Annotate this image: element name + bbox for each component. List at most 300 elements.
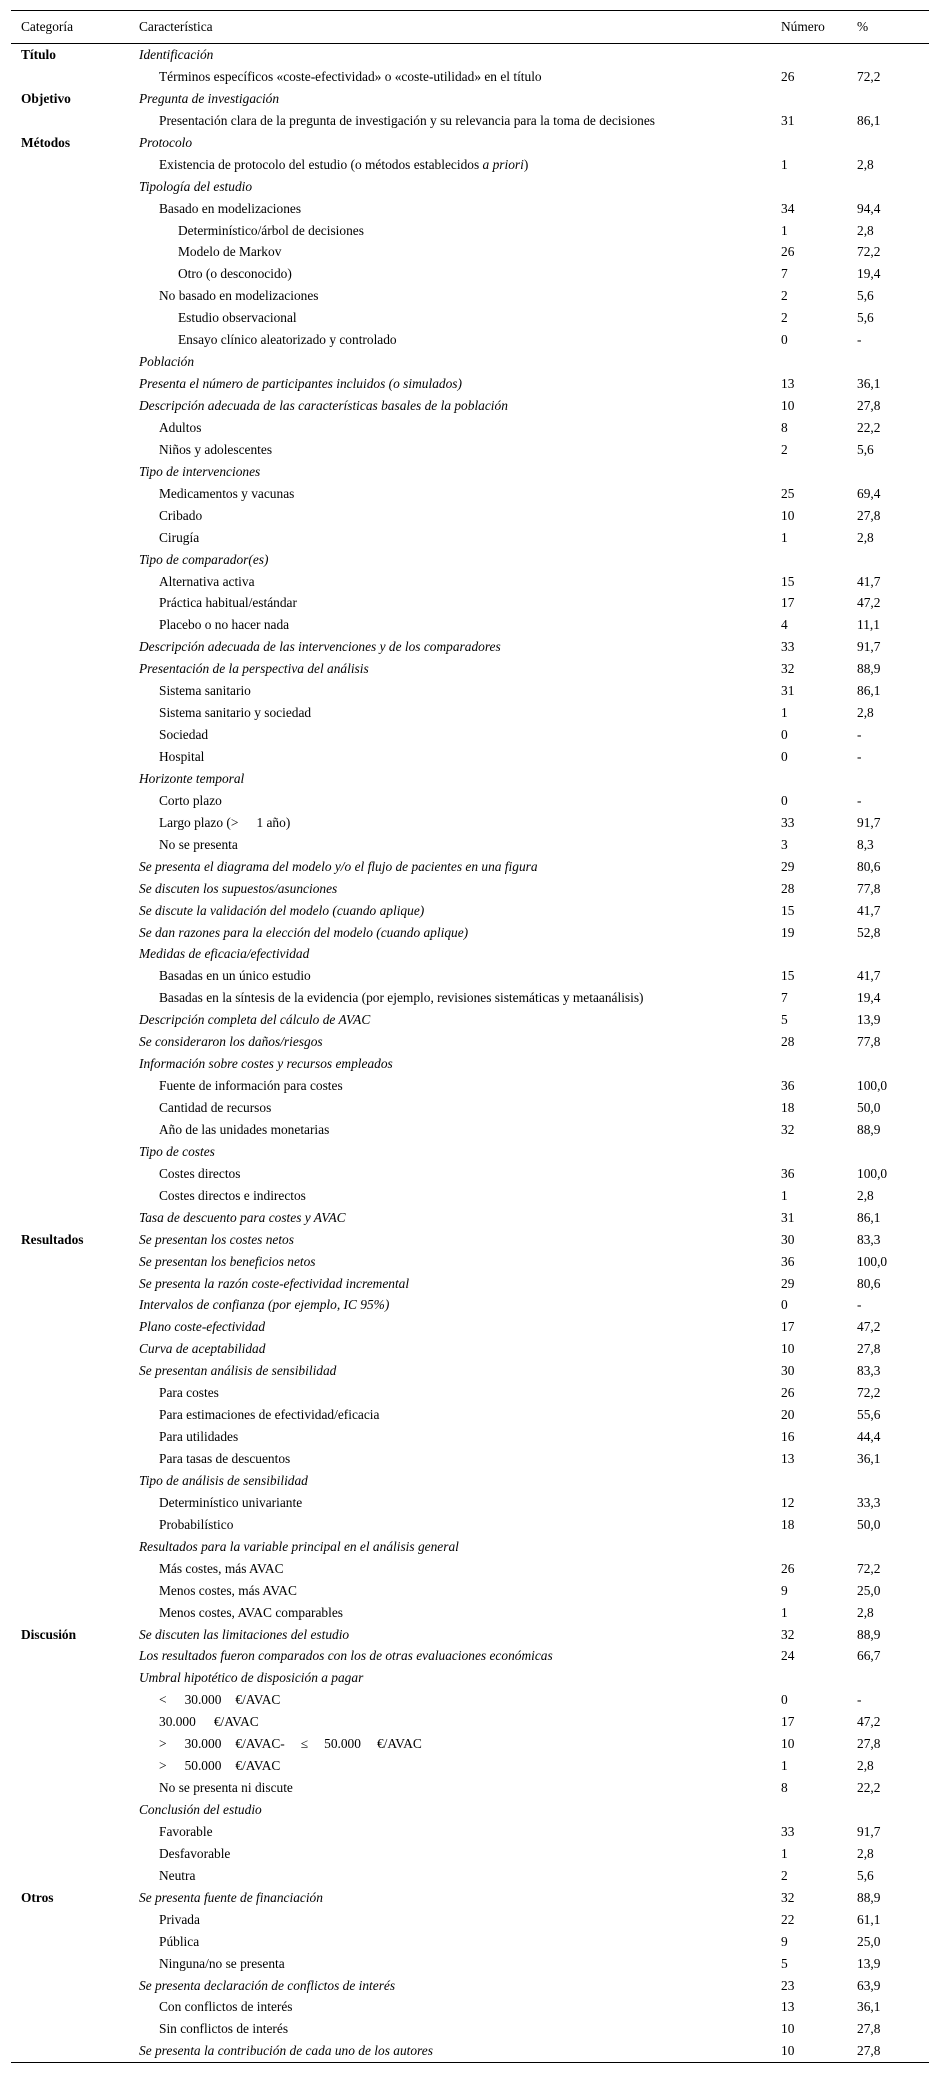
row-characteristic [159,702,311,724]
row-characteristic [178,307,297,329]
row-characteristic-text: Umbral hipotético de disposición a pagar [139,1670,364,1686]
row-number: 1 [781,222,788,238]
table-row [11,176,929,198]
row-characteristic [159,746,204,768]
row-number: 2 [781,441,788,457]
row-number: 2 [781,310,788,326]
row-characteristic [139,461,260,483]
row-characteristic-part: ≤ [300,1736,309,1752]
row-percent: 86,1 [857,1209,881,1225]
table-row [11,1207,929,1229]
row-percent: 25,0 [857,1582,881,1598]
table-row [11,1624,929,1646]
row-characteristic-text: Presentación clara de la pregunta de investigación y su relevancia para la toma de decisiones [159,112,655,128]
row-characteristic-text: Medicamentos y vacunas [159,485,295,501]
row-characteristic-text: Existencia de protocolo del estudio (o métodos establecidos [159,156,483,172]
row-characteristic-text: No se presenta ni discute [159,1780,293,1796]
row-percent: 91,7 [857,814,881,830]
row-characteristic [139,636,501,658]
row-characteristic [159,1602,343,1624]
row-characteristic-text: Costes directos [159,1165,241,1181]
table-row [11,1645,929,1667]
row-category: Título [21,47,56,62]
row-characteristic-text: 30.000 [159,1714,196,1730]
row-percent: 5,6 [857,1867,874,1883]
row-characteristic-text: Descripción completa del cálculo de AVAC [139,1012,371,1028]
row-number: 33 [781,1823,795,1839]
row-characteristic-text: Neutra [159,1867,196,1883]
row-characteristic-text: Sin conflictos de interés [159,2021,289,2037]
row-number: 31 [781,1209,795,1225]
table-row [11,220,929,242]
row-percent: 80,6 [857,858,881,874]
row-percent: 41,7 [857,968,881,984]
row-characteristic-text: > [159,1758,167,1774]
table-row [11,1141,929,1163]
row-percent: - [857,792,862,808]
row-number: 33 [781,814,795,830]
table-row [11,1821,929,1843]
row-number: 1 [781,1845,788,1861]
row-characteristic [159,1492,302,1514]
row-percent: 44,4 [857,1429,881,1445]
row-characteristic-part: 30.000 [184,1736,222,1752]
row-number: 30 [781,1231,795,1247]
row-characteristic [159,66,542,88]
row-characteristic [159,1514,233,1536]
row-percent: 52,8 [857,924,881,940]
row-characteristic-text: Tipo de costes [139,1143,215,1159]
row-number: 10 [781,2021,795,2037]
table-row [11,1689,929,1711]
row-characteristic [159,724,208,746]
table-row [11,1602,929,1624]
row-characteristic [159,1733,422,1755]
row-percent: 66,7 [857,1648,881,1664]
row-characteristic [139,1141,215,1163]
row-percent: 19,4 [857,990,881,1006]
table-row [11,702,929,724]
table-row [11,1887,929,1909]
row-characteristic-text: Para estimaciones de efectividad/eficacia [159,1407,380,1423]
row-number: 29 [781,1275,795,1291]
row-characteristic [159,505,202,527]
table-row [11,1536,929,1558]
row-percent: 86,1 [857,683,881,699]
row-number: 1 [781,156,788,172]
table-row [11,483,929,505]
row-characteristic [159,965,311,987]
row-number: 32 [781,1889,795,1905]
table-row [11,1294,929,1316]
table-row [11,1470,929,1492]
row-percent: 2,8 [857,1187,874,1203]
table-body [11,44,929,2063]
row-characteristic [159,614,289,636]
row-characteristic [139,1207,346,1229]
row-percent: 11,1 [857,617,880,633]
row-characteristic-part: 1 año) [256,814,291,830]
row-percent: - [857,749,862,764]
row-percent: 47,2 [857,1319,881,1335]
row-characteristic-text: Tipo de análisis de sensibilidad [139,1472,308,1488]
row-characteristic-text: Cribado [159,507,203,523]
row-characteristic [139,395,508,417]
table-row [11,658,929,680]
row-characteristic-text: Se consideraron los daños/riesgos [139,1034,323,1050]
table-row [11,1426,929,1448]
row-percent: 27,8 [857,1736,881,1752]
row-characteristic [139,1887,323,1909]
row-characteristic-text: Se presenta declaración de conflictos de interés [139,1977,396,1993]
row-characteristic-text: Plano coste-efectividad [139,1319,266,1335]
row-characteristic [159,1163,240,1185]
row-characteristic-text: Pregunta de investigación [139,90,280,106]
row-percent: 5,6 [857,288,874,304]
row-number: 26 [781,68,795,84]
row-percent: 36,1 [857,1999,881,2015]
table-row [11,110,929,132]
row-characteristic [139,1273,409,1295]
table-row [11,1909,929,1931]
row-characteristic-text: Identificación [139,47,214,62]
row-percent: 13,9 [857,1955,881,1971]
row-characteristic-text: Medidas de eficacia/efectividad [139,946,310,962]
table-row [11,1558,929,1580]
row-characteristic-text: Se discute la validación del modelo (cuando aplique) [139,902,425,918]
row-characteristic [139,351,194,373]
row-number: 13 [781,1999,795,2015]
table-row [11,1448,929,1470]
table-row [11,746,929,768]
row-characteristic-text: Largo plazo (> [159,814,239,830]
row-percent: - [857,1692,862,1708]
row-characteristic [178,220,364,242]
table-row [11,1514,929,1536]
header-percent: % [857,19,869,34]
row-characteristic [139,44,213,66]
row-characteristic-text: Se dan razones para la elección del modelo (cuando aplique) [139,924,469,940]
row-percent: 80,6 [857,1275,881,1291]
row-number: 0 [781,332,788,348]
table-row [11,241,929,263]
row-percent: 50,0 [857,1100,881,1115]
row-characteristic-text: Resultados para la variable principal en el análisis general [139,1538,459,1554]
row-number: 32 [781,1626,795,1642]
row-characteristic [139,1645,553,1667]
table-row [11,1865,929,1887]
row-percent: 33,3 [857,1494,881,1510]
table-row [11,724,929,746]
row-percent: 8,3 [857,836,874,852]
table-row [11,132,929,154]
row-characteristic-text: Determinístico/árbol de decisiones [178,222,364,238]
table-row [11,505,929,527]
row-characteristic [159,1777,293,1799]
row-characteristic-text: Estudio observacional [178,310,297,326]
row-number: 0 [781,792,788,808]
table-row [11,417,929,439]
row-percent: 91,7 [857,639,881,655]
row-number: 0 [781,1692,788,1708]
row-percent: 72,2 [857,1560,881,1576]
row-characteristic [159,812,290,834]
table-row [11,263,929,285]
table-row [11,1492,929,1514]
row-number: 34 [781,200,795,216]
row-percent: 41,7 [857,573,881,589]
row-percent: 13,9 [857,1012,881,1028]
row-characteristic [139,549,268,571]
row-number: 9 [781,1582,788,1598]
table-row [11,636,929,658]
row-characteristic [178,263,292,285]
table-row [11,943,929,965]
row-number: 26 [781,244,795,260]
row-characteristic-text: Menos costes, AVAC comparables [159,1604,343,1620]
table-row [11,1580,929,1602]
row-characteristic [139,176,252,198]
row-characteristic-text: > [159,1736,167,1752]
row-number: 9 [781,1933,788,1949]
row-characteristic [139,1053,393,1075]
table-row [11,351,929,373]
row-characteristic [139,1667,363,1689]
row-characteristic-part: 50.000 [184,1758,222,1774]
row-characteristic-text: Tipología del estudio [139,178,253,194]
table-row [11,439,929,461]
row-characteristic-text: < [159,1692,167,1708]
row-characteristic [159,483,294,505]
row-characteristic [139,1624,349,1646]
row-characteristic-suffix: ) [523,156,529,172]
row-number: 31 [781,112,795,128]
row-number: 13 [781,376,795,392]
row-characteristic-text: No basado en modelizaciones [159,288,319,304]
row-percent: - [857,727,862,743]
row-number: 10 [781,1736,795,1752]
row-characteristic [159,1821,213,1843]
row-number: 29 [781,858,795,874]
table-row [11,1755,929,1777]
row-percent: 36,1 [857,376,881,392]
row-percent: 36,1 [857,1451,881,1466]
row-characteristic [159,1448,290,1470]
table-row [11,88,929,110]
row-characteristic-text: Se presentan análisis de sensibilidad [139,1363,337,1379]
row-characteristic [139,1360,336,1382]
row-characteristic [159,1953,285,1975]
table-row [11,1119,929,1141]
table-row [11,1053,929,1075]
row-characteristic-text: Modelo de Markov [178,244,282,260]
row-characteristic-text: Términos específicos «coste-efectividad» o «coste-utilidad» en el título [159,68,542,84]
row-characteristic-text: Menos costes, más AVAC [159,1582,297,1598]
row-percent: 27,8 [857,398,881,413]
row-characteristic-text: Se presenta la razón coste-efectividad incremental [139,1275,410,1291]
table-row [11,768,929,790]
row-characteristic-text: Basadas en la síntesis de la evidencia (por ejemplo, revisiones sistemáticas y metaanálisis) [159,990,644,1006]
table-row [11,1404,929,1426]
row-number: 10 [781,1341,795,1357]
row-characteristic-text: Desfavorable [159,1845,231,1861]
table-row [11,307,929,329]
table-row [11,790,929,812]
row-number: 12 [781,1494,795,1510]
row-characteristic [159,1426,238,1448]
row-characteristic [159,1931,199,1953]
row-characteristic-text: Para costes [159,1385,219,1401]
row-number: 1 [781,1187,788,1203]
table-row [11,1975,929,1997]
table-row [11,1229,929,1251]
table-row [11,1382,929,1404]
row-characteristic-text: Práctica habitual/estándar [159,595,297,611]
row-percent: 94,4 [857,200,881,216]
row-characteristic-text: Cantidad de recursos [159,1100,272,1115]
row-characteristic-text: Costes directos e indirectos [159,1187,306,1203]
row-characteristic [159,439,272,461]
row-percent: 88,9 [857,1626,881,1642]
row-category: Objetivo [21,90,71,106]
row-category: Otros [21,1889,54,1905]
table-row [11,1996,929,2018]
row-characteristic-text: Tasa de descuento para costes y AVAC [139,1209,346,1225]
row-characteristic [159,1075,343,1097]
row-number: 17 [781,1319,795,1335]
row-percent: 91,7 [857,1823,881,1839]
row-characteristic-text: Se presenta la contribución de cada uno de los autores [139,2043,433,2059]
row-characteristic-part: €/AVAC [213,1714,259,1730]
row-characteristic [178,329,397,351]
row-percent: 72,2 [857,244,881,260]
table-row [11,1097,929,1119]
row-number: 5 [781,1012,788,1028]
table-row [11,2040,929,2063]
row-characteristic-text: Otro (o desconocido) [178,266,292,282]
row-characteristic-text: Adultos [159,419,202,435]
table-row [11,592,929,614]
row-percent: 100,0 [857,1253,888,1269]
row-number: 0 [781,1297,788,1313]
table-row [11,527,929,549]
row-characteristic-text: Más costes, más AVAC [159,1560,284,1576]
row-number: 20 [781,1407,795,1423]
table-row [11,395,929,417]
row-number: 23 [781,1977,795,1993]
row-characteristic-text: Sociedad [159,727,209,743]
row-characteristic [159,1580,297,1602]
row-percent: 2,8 [857,705,874,721]
row-characteristic [139,88,279,110]
table-row [11,1360,929,1382]
row-number: 0 [781,749,788,764]
row-number: 26 [781,1560,795,1576]
row-characteristic-text: Basadas en un único estudio [159,968,311,984]
row-characteristic-text: Tipo de intervenciones [139,463,261,479]
row-number: 15 [781,968,795,984]
table-row [11,373,929,395]
row-number: 19 [781,924,795,940]
row-number: 22 [781,1911,795,1927]
row-characteristic-text: Sistema sanitario y sociedad [159,705,312,721]
row-characteristic-text: Pública [159,1933,200,1949]
table-row [11,1799,929,1821]
row-characteristic-text: Tipo de comparador(es) [139,551,269,567]
row-percent: 41,7 [857,902,881,918]
row-number: 1 [781,705,788,721]
row-number: 10 [781,2043,795,2059]
row-characteristic [139,1031,323,1053]
row-number: 0 [781,727,788,743]
table-row [11,1251,929,1273]
row-percent: - [857,1297,862,1313]
row-characteristic [159,1711,259,1733]
row-characteristic [159,592,297,614]
row-category: Discusión [21,1626,77,1642]
row-characteristic [159,571,255,593]
row-percent: 72,2 [857,68,881,84]
row-characteristic [139,1338,265,1360]
row-characteristic [159,1558,284,1580]
row-characteristic [159,1865,195,1887]
row-characteristic-text: Información sobre costes y recursos empleados [139,1056,393,1072]
row-percent: 69,4 [857,485,881,501]
row-characteristic-part: €/AVAC [376,1736,422,1752]
row-number: 1 [781,1604,788,1620]
row-characteristic [139,1316,265,1338]
row-number: 10 [781,398,795,413]
row-characteristic [159,1382,219,1404]
row-percent: 2,8 [857,1758,874,1774]
table-row [11,1338,929,1360]
row-number: 8 [781,1780,788,1796]
row-characteristic [159,1404,379,1426]
table-row [11,1185,929,1207]
table-row [11,834,929,856]
row-number: 24 [781,1648,795,1664]
row-characteristic [139,2040,433,2062]
row-characteristic [159,834,238,856]
row-characteristic-text: Favorable [159,1823,213,1839]
row-characteristic-text: Horizonte temporal [139,770,245,786]
table-row [11,329,929,351]
row-characteristic-text: Placebo o no hacer nada [159,617,290,633]
row-characteristic-part: €/AVAC [235,1758,281,1774]
row-percent: 2,8 [857,1604,874,1620]
row-characteristic-text: Se presentan los beneficios netos [139,1253,316,1269]
row-characteristic [159,527,199,549]
row-number: 33 [781,639,795,655]
row-characteristic [178,241,281,263]
table-row [11,987,929,1009]
row-characteristic-text: Los resultados fueron comparados con los de otras evaluaciones económicas [139,1648,553,1664]
row-characteristic-text: Cirugía [159,529,200,545]
row-characteristic [159,2018,288,2040]
row-percent: 63,9 [857,1977,881,1993]
row-number: 15 [781,573,795,589]
row-characteristic-text: Año de las unidades monetarias [159,1121,330,1137]
table-row [11,1273,929,1295]
row-characteristic [159,1755,280,1777]
table-row [11,856,929,878]
row-percent: 47,2 [857,1714,881,1730]
row-percent: 27,8 [857,1341,881,1357]
row-number: 1 [781,1758,788,1774]
header-number: Número [781,19,825,34]
row-percent: 88,9 [857,661,881,677]
row-characteristic [139,856,538,878]
